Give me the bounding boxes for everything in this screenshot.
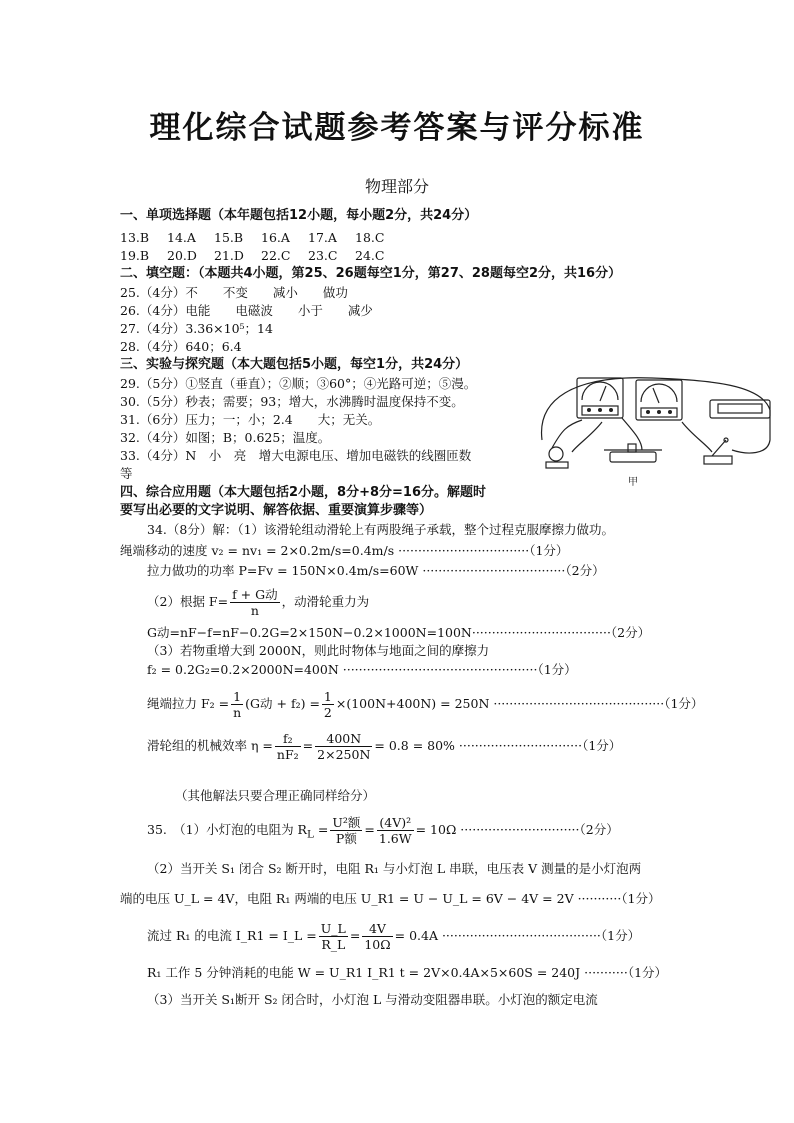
subscript-l: L (306, 828, 314, 841)
q34-line-8-end: ×(100N+400N) = 250N ···········································（1分） (335, 696, 704, 711)
lab-answer-29: 29.（5分）①竖直（垂直）；②顺；③60°；④光路可逆；⑤漫。 (120, 376, 477, 391)
efficiency-fraction-2 (315, 731, 372, 762)
fill-answer-25: 25.（4分）不 不变 减小 做功 (120, 285, 348, 300)
section2-heading: 二、填空题：（本题共4小题，第25、26题每空1分，第27、28题每空2分，共16分） (120, 266, 622, 281)
equals-sign: = (364, 822, 375, 837)
fraction-numerator: 1 (231, 689, 243, 705)
answer-18: 18.C (355, 230, 385, 245)
choice-row-1 (120, 229, 402, 247)
fraction-numerator: U²额 (332, 815, 361, 830)
circuit-drawing (532, 370, 780, 490)
fill-answer-26: 26.（4分）电能 电磁波 小于 减少 (120, 303, 373, 318)
q34-line-4-start: （2）根据 F= (147, 594, 229, 609)
one-half-fraction (322, 689, 334, 720)
fraction-denominator: n (250, 603, 259, 618)
choice-row-2 (120, 247, 402, 265)
fraction-denominator: 1.6W (378, 831, 412, 846)
lab-answer-31: 31.（6分）压力；一；小；2.4 大；无关。 (120, 412, 381, 427)
q35-line-2: （2）当开关 S₁ 闭合 S₂ 断开时，电阻 R₁ 与小灯泡 L 串联，电压表 V 测量的是小灯泡两 (147, 861, 642, 876)
fill-answer-27: 27.（4分）3.36×10⁵；14 (120, 321, 273, 336)
q35-line-5: R₁ 工作 5 分钟消耗的电能 W = U_R1 I_R1 t = 2V×0.4A×5×60S = 240J ···········（1分） (147, 965, 668, 980)
answer-17: 17.A (308, 230, 337, 245)
q34-line-1: 34.（8分）解：（1）该滑轮组动滑轮上有两股绳子承载，整个过程克服摩擦力做功。 (147, 522, 615, 537)
q35-line-4-start: 流过 R₁ 的电流 I_R1 = I_L = (147, 928, 317, 943)
equals-sign: = (302, 738, 314, 753)
fraction-denominator: R_L (321, 937, 346, 952)
current-fraction-1 (319, 921, 348, 952)
q35-line-4 (147, 918, 640, 954)
q34-line-8 (147, 686, 703, 722)
lab-answer-33-cont: 等 (120, 466, 133, 481)
q34-line-2: 绳端移动的速度 v₂ = nv₁ = 2×0.2m/s=0.4m/s ·································（1分） (120, 543, 569, 558)
q35-line-3: 端的电压 U_L = 4V，电阻 R₁ 两端的电压 U_R1 = U − U_L = 6V − 4V = 2V ···········（1分） (120, 891, 661, 906)
section1-heading: 一、单项选择题（本年题包括12小题，每小题2分，共24分） (120, 208, 478, 223)
fraction-denominator: 2×250N (317, 747, 371, 762)
section4-heading-cont: 要写出必要的文字说明、解答依据、重要演算步骤等） (120, 503, 433, 518)
q34-line-9-start: 滑轮组的机械效率 η = (147, 738, 273, 753)
q35-line-1 (147, 812, 619, 853)
q34-line-8-start: 绳端拉力 F₂ = (147, 696, 230, 711)
answer-22: 22.C (261, 248, 291, 263)
resistance-fraction-2 (377, 815, 414, 846)
page-title: 理化综合试题参考答案与评分标准 (149, 110, 645, 146)
q35-line-1-end: = 10Ω ······························（2分） (415, 822, 619, 837)
answer-16: 16.A (261, 230, 290, 245)
fraction-denominator: 10Ω (364, 937, 391, 952)
q34-line-6: （3）若物重增大到 2000N，则此时物体与地面之间的摩擦力 (147, 643, 490, 658)
lab-answer-30: 30.（5分）秒表；需要；93；增大，水沸腾时温度保持不变。 (120, 394, 464, 409)
fraction-numerator: (4V)² (377, 815, 414, 831)
q35-line-6: （3）当开关 S₁断开 S₂ 闭合时，小灯泡 L 与滑动变阻器串联。小灯泡的额定电流 (147, 992, 598, 1007)
q35-line-1-eq: = (313, 822, 329, 837)
answer-15: 15.B (214, 230, 244, 245)
fraction-numerator: 1 (323, 689, 332, 704)
q34-line-9 (147, 728, 621, 764)
answer-13: 13.B (120, 230, 150, 245)
fraction-numerator: U_L (320, 921, 346, 936)
pulley-formula-fraction (230, 587, 280, 618)
fraction-denominator: n (233, 705, 242, 720)
answer-24: 24.C (355, 248, 385, 263)
fraction-numerator: f₂ (275, 731, 301, 747)
answer-21: 21.D (214, 248, 244, 263)
one-over-n-fraction (231, 689, 243, 720)
section-subtitle: 物理部分 (364, 177, 429, 196)
q34-line-4-end: ，动滑轮重力为 (281, 594, 370, 609)
fraction-denominator: nF₂ (276, 747, 299, 762)
answer-19: 19.B (120, 248, 150, 263)
section4-heading: 四、综合应用题（本大题包括2小题，8分+8分=16分。解题时 (120, 485, 487, 500)
resistance-fraction-1 (330, 815, 362, 846)
current-fraction-2 (362, 921, 392, 952)
figure-label: 甲 (628, 477, 638, 488)
efficiency-fraction-1 (275, 731, 301, 762)
lab-answer-32: 32.（4分）如图；B；0.625；温度。 (120, 430, 331, 445)
q34-line-4 (147, 584, 369, 620)
fill-answer-28: 28.（4分）640；6.4 (120, 339, 242, 354)
fraction-denominator: P额 (335, 831, 357, 846)
q34-line-8-mid: (G动 + f₂) = (245, 696, 320, 711)
q34-line-5: G动=nF−f=nF−0.2G=2×150N−0.2×1000N=100N···································（2分） (147, 625, 651, 640)
q35-line-1-start: 35. （1）小灯泡的电阻为 R (147, 822, 307, 837)
q34-line-3: 拉力做功的功率 P=Fv = 150N×0.4m/s=60W ····································（2分） (147, 563, 605, 578)
answer-14: 14.A (167, 230, 196, 245)
q34-line-9-end: = 0.8 = 80% ·······························（1分） (374, 738, 622, 753)
fraction-numerator: 4V (362, 921, 392, 937)
q34-note: （其他解法只要合理正确同样给分） (175, 788, 376, 803)
q35-line-4-end: = 0.4A ········································（1分） (394, 928, 641, 943)
section3-heading: 三、实验与探究题（本大题包括5小题，每空1分，共24分） (120, 357, 469, 372)
answer-23: 23.C (308, 248, 338, 263)
equals-sign: = (349, 928, 361, 943)
q34-line-7: f₂ = 0.2G₂=0.2×2000N=400N ·················································（1分） (147, 662, 577, 677)
fraction-numerator: 400N (315, 731, 372, 747)
lab-answer-33: 33.（4分）N 小 亮 增大电源电压、增加电磁铁的线圈匝数 (120, 448, 472, 463)
fraction-denominator: 2 (323, 705, 332, 720)
circuit-diagram (532, 370, 780, 490)
answer-20: 20.D (167, 248, 197, 263)
fraction-numerator: f + G动 (232, 587, 278, 602)
